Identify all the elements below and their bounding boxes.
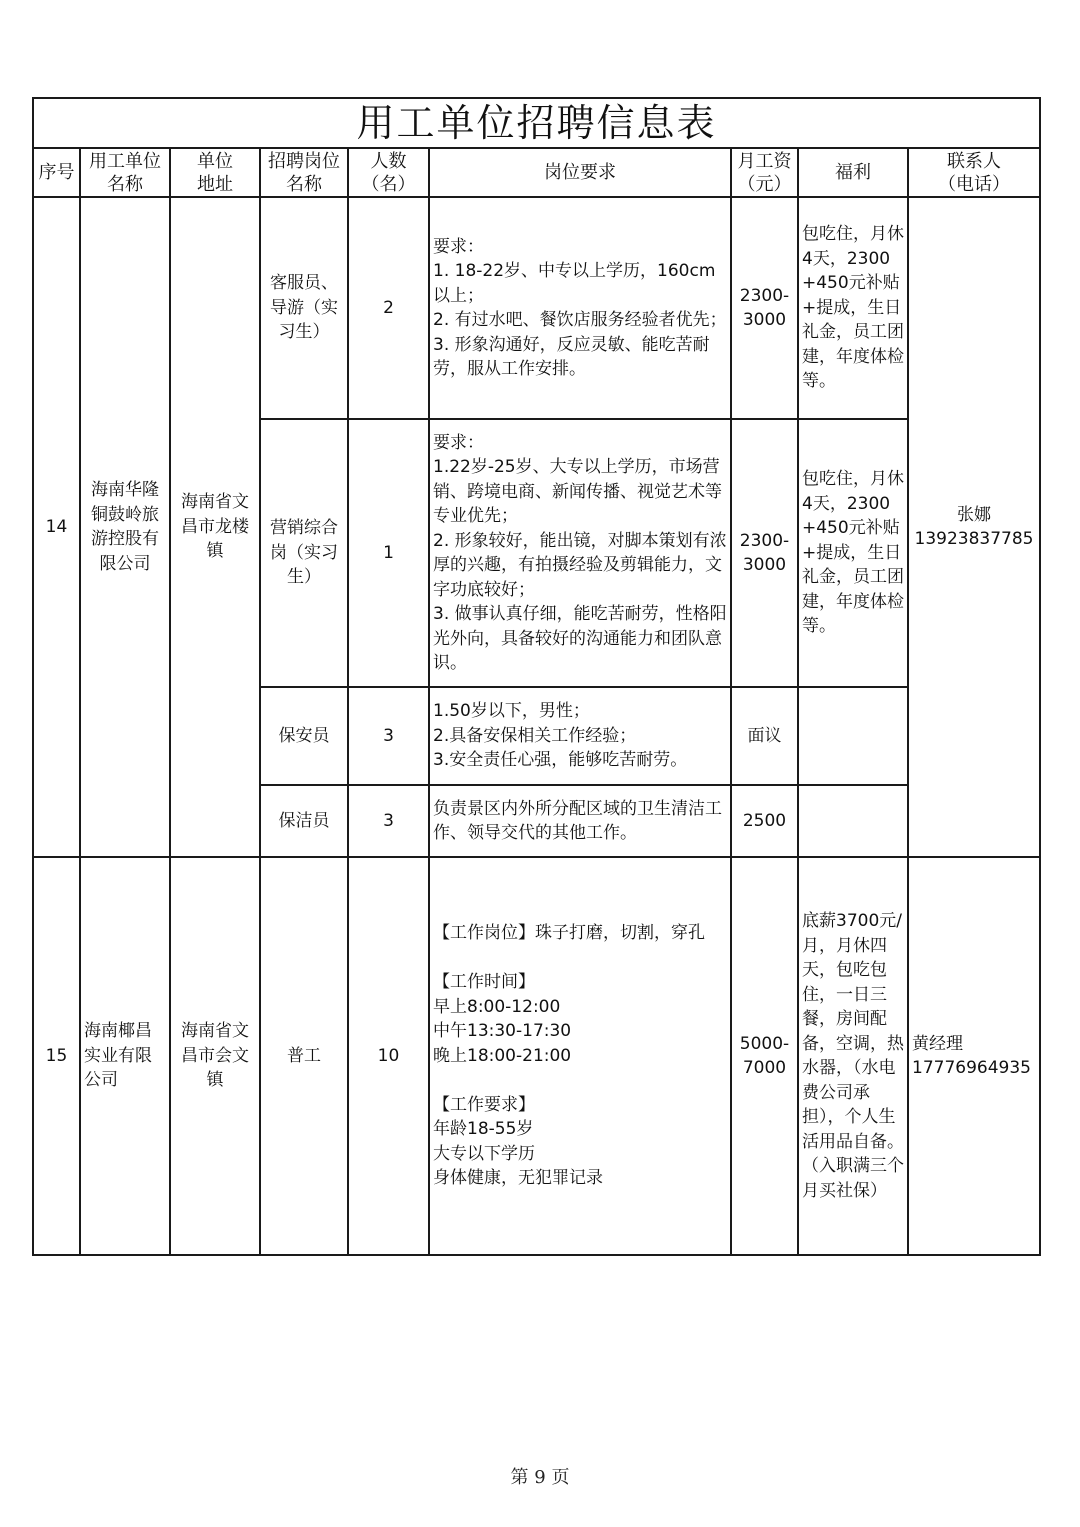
row-address: 海南省文昌市龙楼镇	[170, 197, 260, 857]
table-title: 用工单位招聘信息表	[33, 98, 1040, 148]
contact-phone: 13923837785	[914, 529, 1034, 549]
row-company: 海南椰昌实业有限公司	[80, 857, 170, 1255]
job-count: 3	[348, 687, 429, 785]
job-salary: 面议	[731, 687, 798, 785]
job-salary: 5000-7000	[731, 857, 798, 1255]
job-salary: 2500	[731, 785, 798, 857]
job-benefits	[798, 785, 908, 857]
row-contact	[908, 857, 1040, 1255]
job-salary: 2300-3000	[731, 419, 798, 687]
job-position: 营销综合岗（实习生）	[260, 419, 348, 687]
job-requirements: 要求： 1.22岁-25岁、大专以上学历，市场营销、跨境电商、新闻传播、视觉艺术等专业优先； 2. 形象较好，能出镜，对脚本策划有浓厚的兴趣，有拍摄经验及剪辑能力，文字功底较好； 3. 做事认真仔细，能吃苦耐劳，性格阳光外向，具备较好的沟通能力和团队意识。	[429, 419, 731, 687]
recruitment-sheet	[32, 97, 1039, 1256]
contact-phone: 17776964935	[912, 1058, 1031, 1078]
header-position: 招聘岗位 名称	[260, 148, 348, 197]
job-requirements: 1.50岁以下，男性； 2.具备安保相关工作经验； 3.安全责任心强，能够吃苦耐劳。	[429, 687, 731, 785]
job-count: 3	[348, 785, 429, 857]
header-company: 用工单位 名称	[80, 148, 170, 197]
header-count: 人数 （名）	[348, 148, 429, 197]
job-requirements: 要求： 1. 18-22岁、中专以上学历，160cm以上； 2. 有过水吧、餐饮店服务经验者优先； 3. 形象沟通好，反应灵敏、能吃苦耐劳，服从工作安排。	[429, 197, 731, 419]
page-number: 第 9 页	[510, 1467, 570, 1488]
job-salary: 2300-3000	[731, 197, 798, 419]
job-benefits: 底薪3700元/月，月休四天，包吃包住，一日三餐，房间配备，空调，热水器，（水电费公司承担），个人生活用品自备。（入职满三个月买社保）	[798, 857, 908, 1255]
job-benefits	[798, 687, 908, 785]
header-address: 单位 地址	[170, 148, 260, 197]
job-position: 保洁员	[260, 785, 348, 857]
job-position: 客服员、导游（实习生）	[260, 197, 348, 419]
recruitment-table	[32, 97, 1041, 1256]
job-count: 2	[348, 197, 429, 419]
contact-name: 黄经理	[912, 1033, 963, 1054]
header-seq: 序号	[33, 148, 80, 197]
row-contact	[908, 197, 1040, 857]
contact-name: 张娜	[957, 504, 991, 525]
table-row	[33, 857, 1040, 1255]
header-row	[33, 148, 1040, 197]
header-salary: 月工资 （元）	[731, 148, 798, 197]
job-requirements: 负责景区内外所分配区域的卫生清洁工作、领导交代的其他工作。	[429, 785, 731, 857]
header-requirements: 岗位要求	[429, 148, 731, 197]
row-address: 海南省文昌市会文镇	[170, 857, 260, 1255]
job-position: 保安员	[260, 687, 348, 785]
header-benefits: 福利	[798, 148, 908, 197]
header-contact: 联系人 （电话）	[908, 148, 1040, 197]
job-count: 10	[348, 857, 429, 1255]
row-seq: 15	[33, 857, 80, 1255]
job-requirements: 【工作岗位】珠子打磨，切割，穿孔 【工作时间】 早上8:00-12:00 中午13:30-17:30 晚上18:00-21:00 【工作要求】 年龄18-55岁 大专以下学历 身体健康，无犯罪记录	[429, 857, 731, 1255]
table-row	[33, 197, 1040, 419]
job-benefits: 包吃住，月休4天，2300+450元补贴+提成，生日礼金，员工团建，年度体检等。	[798, 419, 908, 687]
job-count: 1	[348, 419, 429, 687]
row-company: 海南华隆铜鼓岭旅游控股有限公司	[80, 197, 170, 857]
job-position: 普工	[260, 857, 348, 1255]
job-benefits: 包吃住，月休4天，2300+450元补贴+提成，生日礼金，员工团建，年度体检等。	[798, 197, 908, 419]
row-seq: 14	[33, 197, 80, 857]
